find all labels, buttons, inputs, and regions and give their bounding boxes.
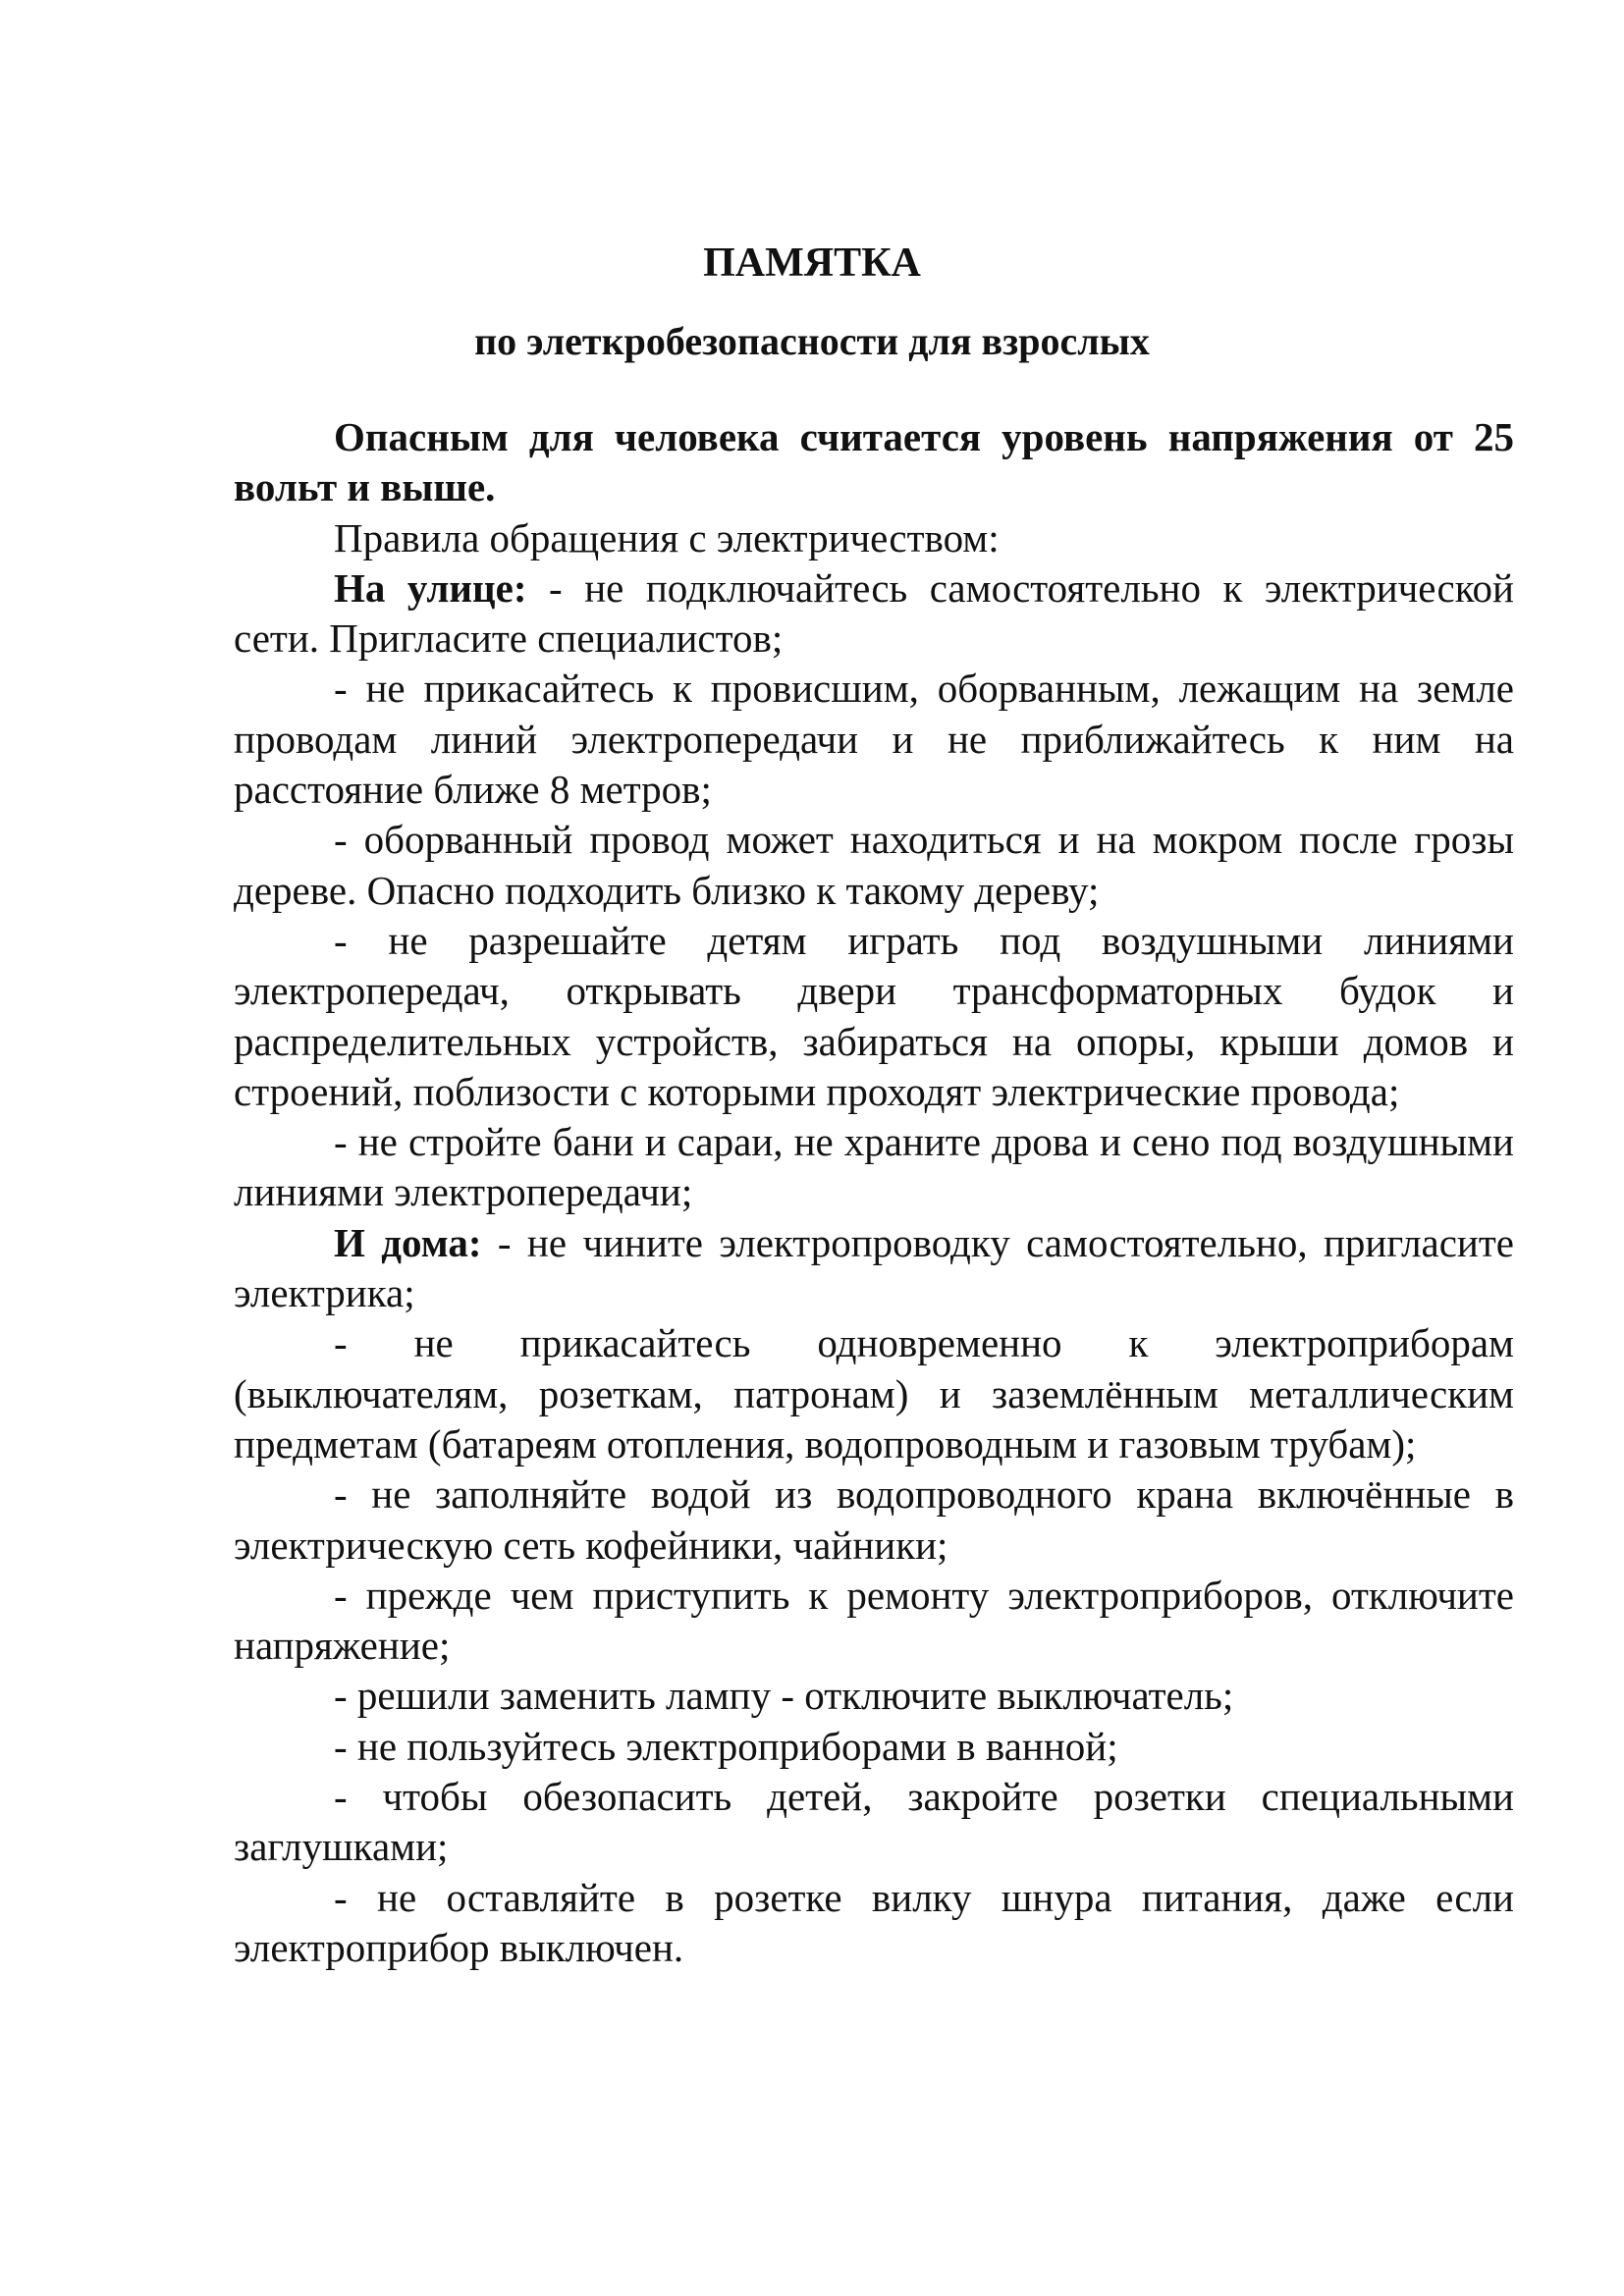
street-item: - не разрешайте детям играть под воздушными линиями электропередач, открывать двери трансформаторных будок и распределительных устройств, забираться на опоры, крыши домов и строений, поблизости с которыми проходят электрические провода;	[234, 917, 1514, 1114]
home-heading: И дома:	[334, 1219, 482, 1265]
home-item: - прежде чем приступить к ремонту электроприборов, отключите напряжение;	[234, 1572, 1514, 1669]
home-item: - не заполняйте водой из водопроводного крана включённые в электрическую сеть кофейники, чайники;	[234, 1471, 1514, 1568]
home-item: - не пользуйтесь электроприборами в ванной;	[334, 1723, 1118, 1769]
home-item: - решили заменить лампу - отключите выключатель;	[334, 1673, 1234, 1719]
page-subtitle: по элеткробезопасности для взрослых	[474, 319, 1150, 363]
street-first-item: - не подключайтесь самостоятельно к электрической сети. Пригласите специалистов;	[234, 564, 1514, 662]
street-item: - не прикасайтесь к провисшим, оборванным, лежащим на земле проводам линий электропередачи и не приближайтесь к ним на расстояние ближе 8 метров;	[234, 666, 1514, 813]
home-item: - не оставляйте в розетке вилку шнура питания, даже если электроприбор выключен.	[234, 1874, 1514, 1970]
document-body	[234, 412, 1514, 1973]
lead-paragraph: Опасным для человека считается уровень напряжения от 25 вольт и выше.	[234, 414, 1514, 510]
home-section-heading-paragraph	[234, 1218, 1514, 1319]
home-item: - не прикасайтесь одновременно к электроприборам (выключателям, розеткам, патронам) и заземлённым металлическим предметам (батареям отопления, водопроводным и газовым трубам);	[234, 1320, 1514, 1467]
rules-intro: Правила обращения с электричеством:	[334, 514, 1000, 561]
street-heading: На улице:	[334, 564, 527, 611]
home-item: - чтобы обезопасить детей, закройте розетки специальными заглушками;	[234, 1774, 1514, 1870]
home-first-item: - не чините электропроводку самостоятельно, пригласите электрика;	[234, 1219, 1514, 1316]
street-item: - оборванный провод может находиться и на мокром после грозы дереве. Опасно подходить близко к такому дереву;	[234, 817, 1514, 913]
street-section-heading-paragraph	[234, 563, 1514, 665]
street-item: - не стройте бани и сараи, не храните дрова и сено под воздушными линиями электропередачи;	[234, 1119, 1514, 1215]
page-title: ПАМЯТКА	[703, 240, 921, 286]
